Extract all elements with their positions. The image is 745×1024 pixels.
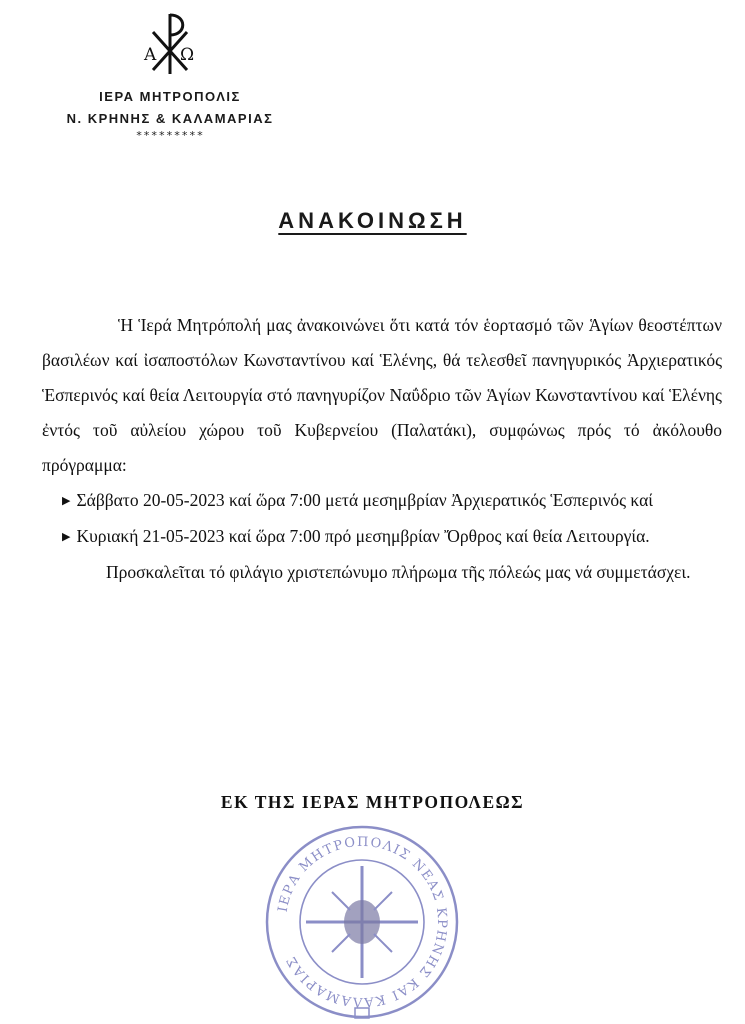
announcement-title [0,208,745,234]
signature-line: ΕΚ ΤΗΣ ΙΕΡΑΣ ΜΗΤΡΟΠΟΛΕΩΣ [220,792,525,812]
letterhead [60,8,280,142]
metropolis-name: ΙΕΡΑ ΜΗΤΡΟΠΟΛΙΣ [99,89,241,104]
intro-paragraph: Ἡ Ἱερά Μητρόπολή μας ἀνακοινώνει ὅτι κατά τόν ἑορτασμό τῶν Ἁγίων θεοστέπτων βασιλέων καί ἰσαποστόλων Κωνσταντίνου καί Ἑλένης, θά τελεσθεῖ πανηγυρικός Ἀρχιερατικός Ἑσπερινός καί θεία Λειτουργία στό πανηγυρίζον Ναΰδριο τῶν Ἁγίων Κωνσταντίνου καί Ἑλένης ἐντός τοῦ αὐλείου χώρου τοῦ Κυβερνείου (Παλατάκι), συμφώνως πρός τό ἀκόλουθο πρόγραμμα: [42,315,722,475]
svg-text:Α: Α [144,45,157,65]
metropolis-seal-stamp-icon [262,822,462,1022]
bullet-arrow-icon: ▶ [62,531,71,543]
svg-text:Ω: Ω [180,45,195,65]
schedule-item-text: Κυριακή 21-05-2023 καί ὥρα 7:00 πρό μεσημβρίαν Ὄρθρος καί θεία Λειτουργία. [76,526,650,546]
seal-ring-text: ΙΕΡΑ ΜΗΤΡΟΠΟΛΙΣ ΝΕΑΣ ΚΡΗΝΗΣ ΚΑΙ ΚΑΛΑΜΑΡΙΑΣ [275,834,450,1010]
schedule-item-sunday [42,519,722,555]
bullet-arrow-icon: ▶ [62,495,71,507]
announcement-title-text: ΑΝΑΚΟΙΝΩΣΗ [278,208,467,233]
metropolis-region: Ν. ΚΡΗΝΗΣ & ΚΑΛΑΜΑΡΙΑΣ [66,111,274,126]
announcement-body [42,308,722,590]
schedule-item-saturday [42,483,722,519]
invitation-paragraph: Προσκαλεῖται τό φιλάγιο χριστεπώνυμο πλήρωμα τῆς πόλεώς μας νά συμμετάσχει. [106,562,691,582]
schedule-item-text: Σάββατο 20-05-2023 καί ὥρα 7:00 μετά μεσημβρίαν Ἀρχιερατικός Ἑσπερινός καί [76,490,653,510]
chi-rho-alpha-omega-icon [135,8,205,80]
header-stars-divider: ********* [135,129,205,142]
